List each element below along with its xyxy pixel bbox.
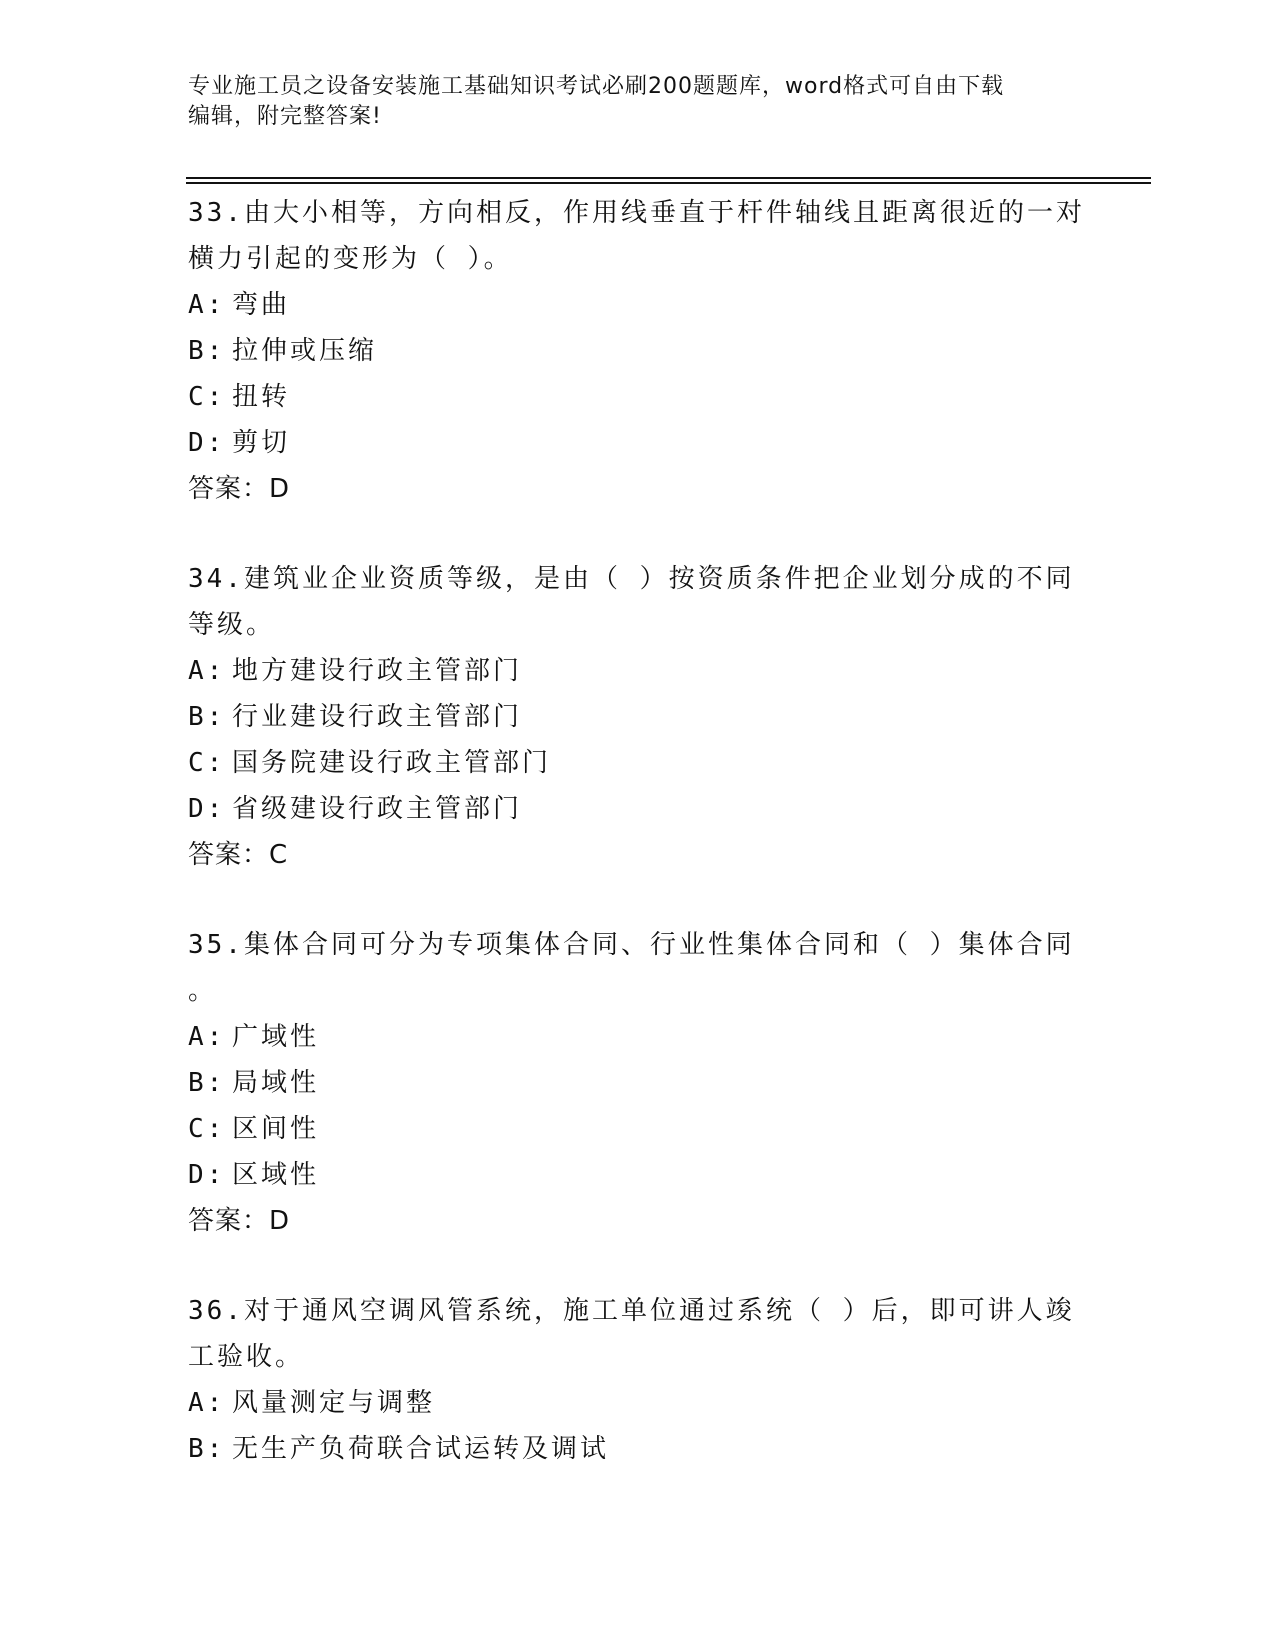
header-divider-bottom: [186, 182, 1151, 184]
header-line-2: 编辑，附完整答案!: [188, 104, 382, 129]
option-text: 扭转: [232, 382, 291, 412]
header-line-1: 专业施工员之设备安装施工基础知识考试必刷200题题库，word格式可自由下载: [188, 74, 1005, 99]
question-35: [188, 922, 1088, 1244]
option-letter: A:: [188, 656, 226, 686]
option-letter: A:: [188, 1022, 226, 1052]
option-letter: B:: [188, 702, 226, 732]
question-text: 34.建筑业企业资质等级，是由（ ）按资质条件把企业划分成的不同: [188, 564, 1075, 594]
document-header: [188, 72, 1078, 132]
answer-label: 答案：D: [188, 474, 291, 504]
option-letter: B:: [188, 336, 226, 366]
option-text: 广域性: [232, 1022, 320, 1052]
question-text: 。: [188, 976, 218, 1006]
option-letter: B:: [188, 1068, 226, 1098]
option-letter: B:: [188, 1434, 226, 1464]
option-a: [188, 1014, 1088, 1060]
option-text: 弯曲: [232, 290, 291, 320]
option-d: [188, 1152, 1088, 1198]
option-text: 无生产负荷联合试运转及调试: [232, 1434, 610, 1464]
question-text: 等级。: [188, 610, 276, 640]
option-text: 风量测定与调整: [232, 1388, 436, 1418]
option-a: [188, 1380, 1088, 1426]
option-b: [188, 1426, 1088, 1472]
option-c: [188, 374, 1088, 420]
question-text: 35.集体合同可分为专项集体合同、行业性集体合同和（ ）集体合同: [188, 930, 1075, 960]
option-text: 行业建设行政主管部门: [232, 702, 523, 732]
question-text: 工验收。: [188, 1342, 305, 1372]
question-text: 33.由大小相等，方向相反，作用线垂直于杆件轴线且距离很近的一对: [188, 198, 1085, 228]
question-list: [188, 190, 1088, 1516]
option-letter: C:: [188, 382, 226, 412]
option-b: [188, 694, 1088, 740]
option-text: 国务院建设行政主管部门: [232, 748, 552, 778]
question-text: 横力引起的变形为（ ）。: [188, 244, 513, 274]
option-letter: D:: [188, 794, 226, 824]
question-text: 36.对于通风空调风管系统，施工单位通过系统（ ）后，即可讲人竣: [188, 1296, 1075, 1326]
option-d: [188, 420, 1088, 466]
option-c: [188, 1106, 1088, 1152]
answer-label: 答案：D: [188, 1206, 291, 1236]
option-letter: A:: [188, 1388, 226, 1418]
header-divider-top: [186, 177, 1151, 179]
option-text: 省级建设行政主管部门: [232, 794, 523, 824]
option-a: [188, 648, 1088, 694]
option-a: [188, 282, 1088, 328]
question-36: [188, 1288, 1088, 1472]
option-text: 局域性: [232, 1068, 320, 1098]
option-text: 区间性: [232, 1114, 320, 1144]
option-text: 区域性: [232, 1160, 320, 1190]
option-letter: D:: [188, 428, 226, 458]
option-d: [188, 786, 1088, 832]
option-letter: A:: [188, 290, 226, 320]
option-letter: C:: [188, 748, 226, 778]
option-b: [188, 328, 1088, 374]
answer-label: 答案：C: [188, 840, 289, 870]
option-text: 剪切: [232, 428, 291, 458]
question-34: [188, 556, 1088, 878]
option-c: [188, 740, 1088, 786]
option-text: 地方建设行政主管部门: [232, 656, 523, 686]
option-text: 拉伸或压缩: [232, 336, 378, 366]
option-letter: D:: [188, 1160, 226, 1190]
question-33: [188, 190, 1088, 512]
option-b: [188, 1060, 1088, 1106]
option-letter: C:: [188, 1114, 226, 1144]
